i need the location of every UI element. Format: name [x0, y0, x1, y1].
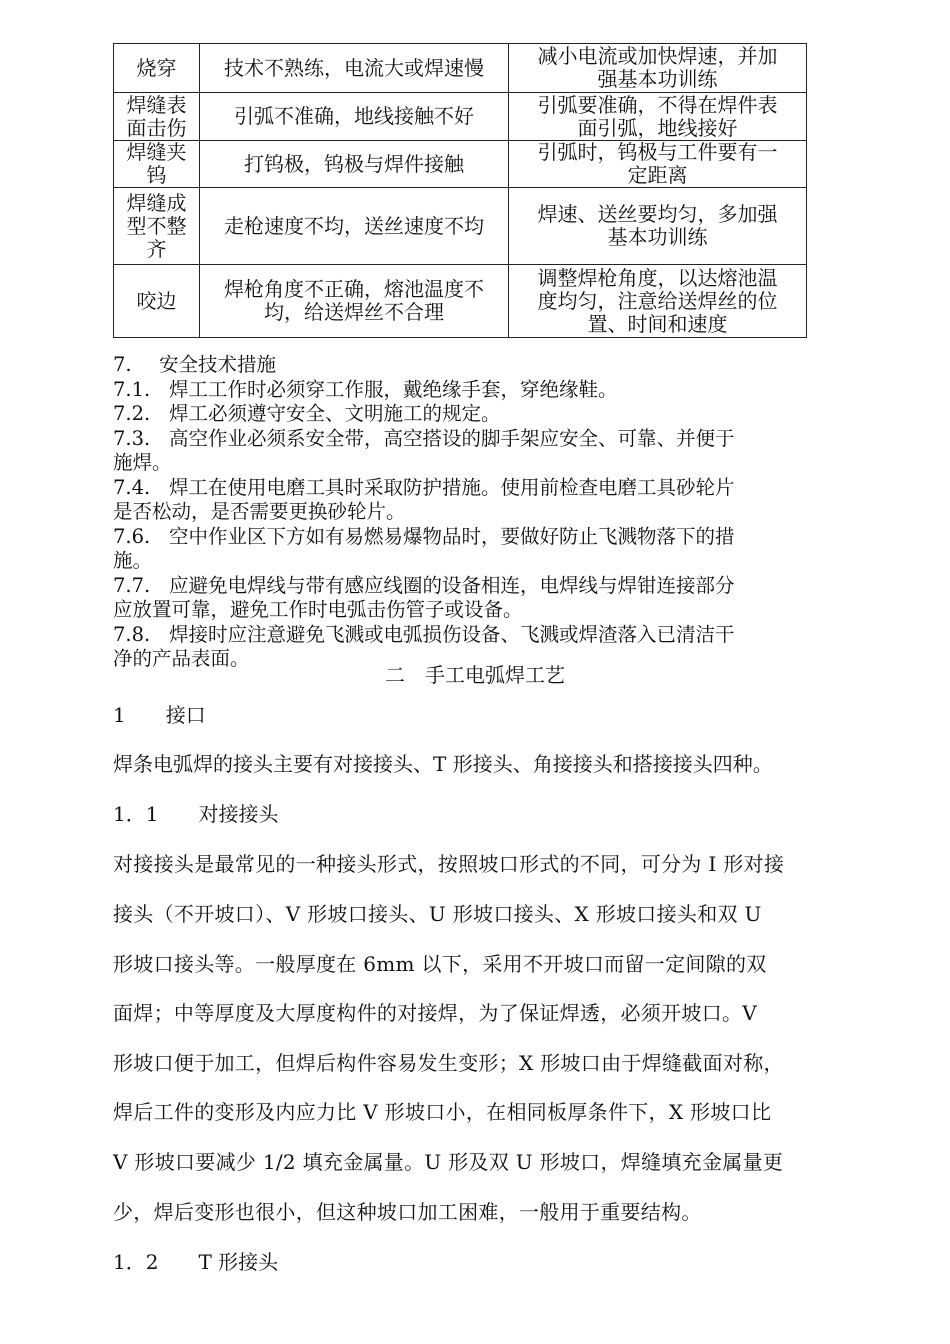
- list-item: 7.2. 焊工必须遵守安全、文明施工的规定。: [113, 402, 501, 425]
- list-item-continuation: 是否松动，是否需要更换砂轮片。: [113, 500, 406, 523]
- defect-cell: 焊缝夹 钨: [114, 141, 200, 188]
- paragraph-line: 接头（不开坡口）、V 形坡口接头、U 形坡口接头、X 形坡口接头和双 U: [113, 902, 762, 926]
- paragraph-line: 形坡口便于加工，但焊后构件容易发生变形；X 形坡口由于焊缝截面对称，: [113, 1051, 784, 1075]
- remedy-cell: 减小电流或加快焊速，并加 强基本功训练: [509, 44, 807, 93]
- list-item-continuation: 施焊。: [113, 451, 172, 474]
- section-heading: 1 接口: [113, 703, 206, 727]
- list-item: 7.1. 焊工工作时必须穿工作服，戴绝缘手套，穿绝缘鞋。: [113, 377, 618, 401]
- chapter-title: 二 手工电弧焊工艺: [385, 663, 565, 687]
- remedy-cell: 引弧时，钨极与工件要有一 定距离: [509, 141, 807, 188]
- paragraph-line: 形坡口接头等。一般厚度在 6mm 以下，采用不开坡口而留一定间隙的双: [113, 952, 767, 976]
- defect-cell: 咬边: [114, 265, 200, 338]
- defect-cell: 焊缝成 型不整 齐: [114, 188, 200, 265]
- cause-cell: 引弧不准确，地线接触不好: [200, 93, 509, 141]
- paragraph-line: 对接接头是最常见的一种接头形式，按照坡口形式的不同，可分为 I 形对接: [113, 852, 785, 876]
- list-item: 7.8. 焊接时应注意避免飞溅或电弧损伤设备、飞溅或焊渣落入已清洁干: [113, 622, 735, 646]
- list-item: 7.7. 应避免电焊线与带有感应线圈的设备相连，电焊线与焊钳连接部分: [113, 573, 735, 597]
- list-item: 7.3. 高空作业必须系安全带，高空搭设的脚手架应安全、可靠、并便于: [113, 426, 735, 450]
- paragraph-line: 焊后工件的变形及内应力比 V 形坡口小，在相同板厚条件下，X 形坡口比: [113, 1100, 772, 1124]
- paragraph-line: 面焊；中等厚度及大厚度构件的对接焊，为了保证焊透，必须开坡口。V: [113, 1001, 758, 1025]
- paragraph-line: 少，焊后变形也很小，但这种坡口加工困难，一般用于重要结构。: [113, 1200, 702, 1224]
- list-item: 7.6. 空中作业区下方如有易燃易爆物品时，要做好防止飞溅物落下的措: [113, 524, 735, 548]
- list-item-continuation: 施。: [113, 549, 153, 572]
- defect-table: [113, 43, 807, 338]
- subsection-heading: 1．1 对接接头: [113, 802, 279, 826]
- defect-cell: 烧穿: [114, 44, 200, 93]
- table-row: [114, 141, 807, 188]
- remedy-cell: 调整焊枪角度，以达熔池温 度均匀，注意给送焊丝的位 置、时间和速度: [509, 265, 807, 338]
- cause-cell: 焊枪角度不正确，熔池温度不 均，给送焊丝不合理: [200, 265, 509, 338]
- remedy-cell: 焊速、送丝要均匀，多加强 基本功训练: [509, 188, 807, 265]
- table-row: [114, 93, 807, 141]
- safety-section: [113, 353, 838, 672]
- cause-cell: 技术不熟练，电流大或焊速慢: [200, 44, 509, 93]
- table-row: [114, 44, 807, 93]
- paragraph-line: V 形坡口要减少 1/2 填充金属量。U 形及双 U 形坡口，焊缝填充金属量更: [113, 1150, 784, 1174]
- list-item: 7.4. 焊工在使用电磨工具时采取防护措施。使用前检查电磨工具砂轮片: [113, 475, 735, 499]
- cause-cell: 走枪速度不均，送丝速度不均: [200, 188, 509, 265]
- defect-cell: 焊缝表 面击伤: [114, 93, 200, 141]
- section-heading: 7. 安全技术措施: [113, 353, 277, 376]
- list-item-continuation: 应放置可靠，避免工作时电弧击伤管子或设备。: [113, 598, 523, 621]
- remedy-cell: 引弧要准确，不得在焊件表 面引弧，地线接好: [509, 93, 807, 141]
- intro-paragraph: 焊条电弧焊的接头主要有对接接头、T 形接头、角接接头和搭接接头四种。: [113, 752, 773, 776]
- subsection-heading: 1．2 T 形接头: [113, 1250, 279, 1274]
- table-row: [114, 188, 807, 265]
- table-row: [114, 265, 807, 338]
- cause-cell: 打钨极，钨极与焊件接触: [200, 141, 509, 188]
- list-item-continuation: 净的产品表面。: [113, 647, 250, 670]
